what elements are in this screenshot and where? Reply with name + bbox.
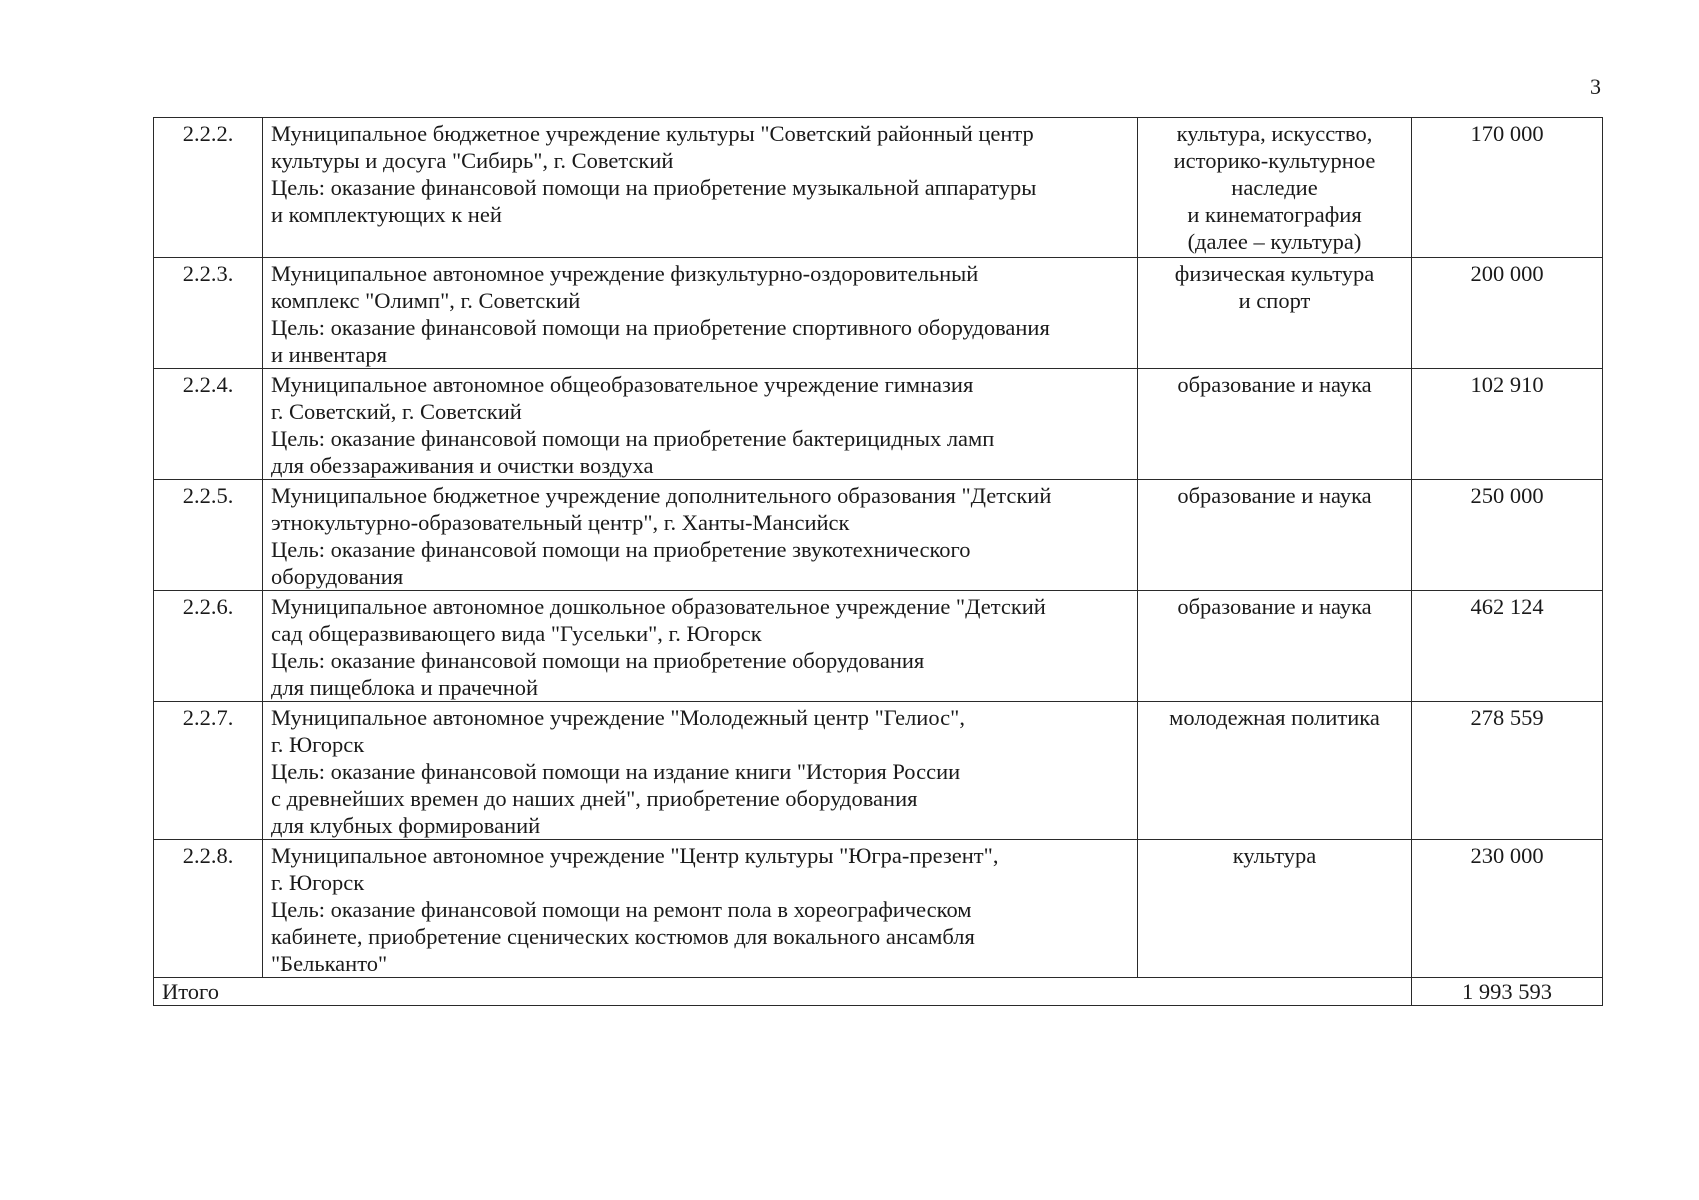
description-line: Муниципальное автономное учреждение "Центр культуры "Югра-презент", <box>271 843 999 868</box>
grants-table <box>153 117 1603 1006</box>
area-line: и кинематография <box>1187 202 1362 227</box>
description-line: Цель: оказание финансовой помощи на приобретение звукотехнического <box>271 537 971 562</box>
area-line: культура <box>1232 843 1317 868</box>
item-area <box>1138 702 1412 840</box>
description-line: г. Югорск <box>271 870 365 895</box>
item-area <box>1138 840 1412 978</box>
description-line: и инвентаря <box>271 342 387 367</box>
item-number: 2.2.3. <box>154 258 263 369</box>
table-row <box>154 118 1603 258</box>
table-row <box>154 840 1603 978</box>
total-amount: 1 993 593 <box>1412 978 1603 1006</box>
description-line: для пищеблока и прачечной <box>271 675 539 700</box>
item-amount: 278 559 <box>1412 702 1603 840</box>
description-line: г. Советский, г. Советский <box>271 399 522 424</box>
description-line: сад общеразвивающего вида "Гусельки", г. Югорск <box>271 621 762 646</box>
table-row <box>154 369 1603 480</box>
item-amount: 250 000 <box>1412 480 1603 591</box>
table-row <box>154 258 1603 369</box>
description-line: "Бельканто" <box>271 951 388 976</box>
description-line: этнокультурно-образовательный центр", г. Ханты-Мансийск <box>271 510 850 535</box>
description-line: комплекс "Олимп", г. Советский <box>271 288 581 313</box>
area-line: образование и наука <box>1177 594 1372 619</box>
description-line: Муниципальное автономное дошкольное образовательное учреждение "Детский <box>271 594 1046 619</box>
item-amount: 170 000 <box>1412 118 1603 258</box>
item-number: 2.2.4. <box>154 369 263 480</box>
description-line: Муниципальное бюджетное учреждение дополнительного образования "Детский <box>271 483 1052 508</box>
page-number: 3 <box>1590 74 1601 99</box>
item-amount: 200 000 <box>1412 258 1603 369</box>
grants-table-body <box>154 118 1603 1006</box>
description-line: Муниципальное автономное общеобразовательное учреждение гимназия <box>271 372 974 397</box>
area-line: физическая культура <box>1174 261 1375 286</box>
description-line: Цель: оказание финансовой помощи на приобретение спортивного оборудования <box>271 315 1050 340</box>
description-line: оборудования <box>271 564 404 589</box>
item-area <box>1138 258 1412 369</box>
description-line: Цель: оказание финансовой помощи на приобретение музыкальной аппаратуры <box>271 175 1037 200</box>
table-row <box>154 591 1603 702</box>
description-line: с древнейших времен до наших дней", приобретение оборудования <box>271 786 918 811</box>
item-description <box>263 840 1138 978</box>
description-line: Цель: оказание финансовой помощи на издание книги "История России <box>271 759 961 784</box>
area-line: (далее – культура) <box>1187 229 1362 254</box>
item-area <box>1138 591 1412 702</box>
item-number: 2.2.6. <box>154 591 263 702</box>
description-line: культуры и досуга "Сибирь", г. Советский <box>271 148 674 173</box>
description-line: кабинете, приобретение сценических костюмов для вокального ансамбля <box>271 924 975 949</box>
description-line: для обеззараживания и очистки воздуха <box>271 453 654 478</box>
total-label: Итого <box>154 978 1412 1006</box>
table-row <box>154 702 1603 840</box>
description-line: Цель: оказание финансовой помощи на приобретение бактерицидных ламп <box>271 426 995 451</box>
description-line: Муниципальное бюджетное учреждение культуры "Советский районный центр <box>271 121 1034 146</box>
area-line: образование и наука <box>1177 372 1372 397</box>
description-line: Цель: оказание финансовой помощи на приобретение оборудования <box>271 648 925 673</box>
description-line: для клубных формирований <box>271 813 541 838</box>
item-amount: 230 000 <box>1412 840 1603 978</box>
item-amount: 462 124 <box>1412 591 1603 702</box>
item-description <box>263 591 1138 702</box>
description-line: Муниципальное автономное учреждение физкультурно-оздоровительный <box>271 261 979 286</box>
item-description <box>263 118 1138 258</box>
description-line: Муниципальное автономное учреждение "Молодежный центр "Гелиос", <box>271 705 965 730</box>
item-number: 2.2.5. <box>154 480 263 591</box>
area-line: наследие <box>1231 175 1318 200</box>
area-line: и спорт <box>1238 288 1311 313</box>
area-line: историко-культурное <box>1173 148 1376 173</box>
area-line: молодежная политика <box>1169 705 1380 730</box>
description-line: и комплектующих к ней <box>271 202 502 227</box>
table-row <box>154 480 1603 591</box>
item-amount: 102 910 <box>1412 369 1603 480</box>
item-description <box>263 369 1138 480</box>
item-area <box>1138 480 1412 591</box>
item-description <box>263 258 1138 369</box>
item-description <box>263 480 1138 591</box>
description-line: Цель: оказание финансовой помощи на ремонт пола в хореографическом <box>271 897 972 922</box>
item-area <box>1138 118 1412 258</box>
area-line: культура, искусство, <box>1176 121 1373 146</box>
area-line: образование и наука <box>1177 483 1372 508</box>
item-number: 2.2.7. <box>154 702 263 840</box>
total-row <box>154 978 1603 1006</box>
item-number: 2.2.2. <box>154 118 263 258</box>
item-area <box>1138 369 1412 480</box>
item-description <box>263 702 1138 840</box>
description-line: г. Югорск <box>271 732 365 757</box>
item-number: 2.2.8. <box>154 840 263 978</box>
